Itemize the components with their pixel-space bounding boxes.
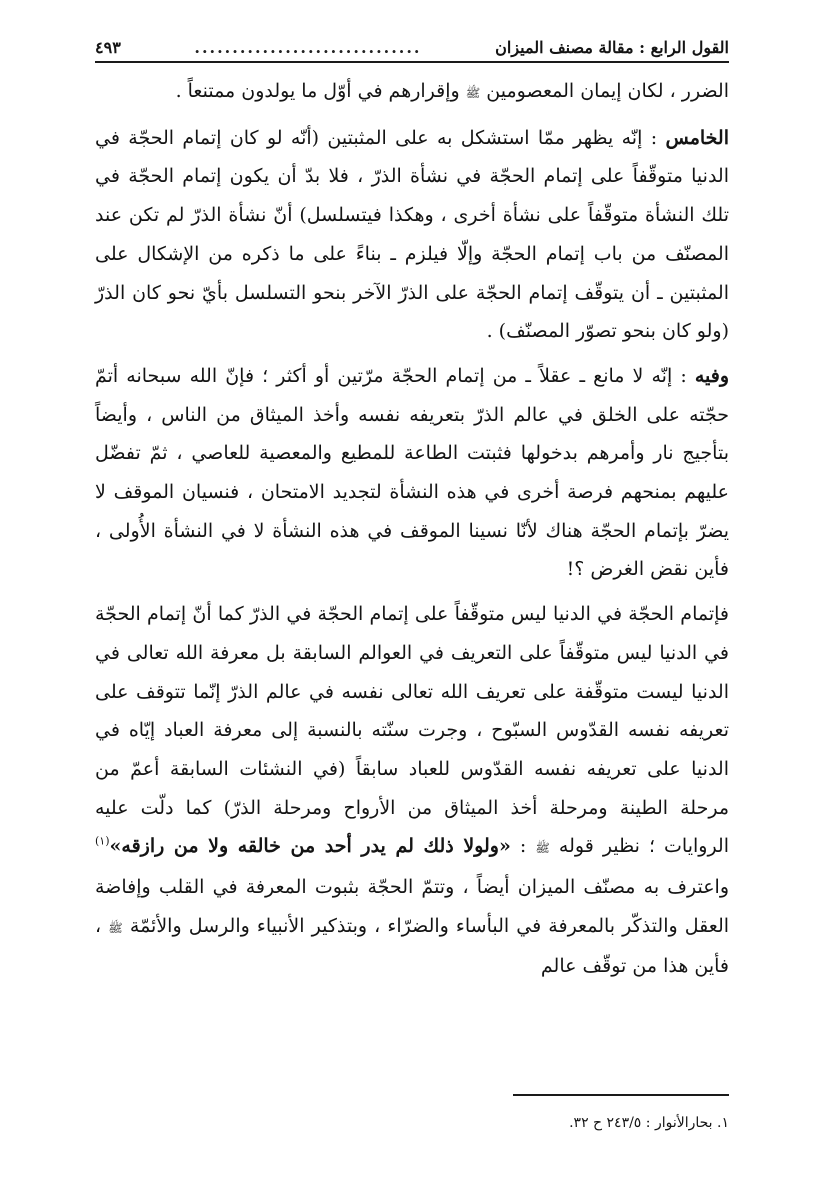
paragraph-3-lead: وفيه: [694, 364, 729, 387]
body-text: [95, 72, 729, 986]
paragraph-3: [95, 357, 729, 589]
honorific-symbol: ﷺ: [465, 86, 481, 100]
paragraph-3-text: : إنّه لا مانع ـ عقلاً ـ من إتمام الحجّة مرّتين أو أكثر ؛ فإنّ الله سبحانه أتمّ حجّته على الخلق في عالم الذرّ بتعريفه نفسه وأخذ الميثاق من الناس ، وأيضاً بتأجيج نار وأمرهم بدخولها فثبتت الطاعة للمطيع والمعصية للعاصي ، ثمّ تفضّل عليهم بمنحهم فرصة أخرى في هذه النشأة لتجديد الامتحان ، فنسيان الموقف لا يضرّ بإتمام الحجّة هناك لأنّا نسينا الموقف في هذه النشأة لا في النشأة الأُولى ، فأين نقض الغرض ؟!: [95, 364, 729, 581]
header-rule: [95, 61, 729, 63]
paragraph-1-rest: وإقرارهم في أوّل ما يولدون ممتنعاً .: [175, 80, 460, 102]
header-title: القول الرابع : مقالة مصنف الميزان: [495, 37, 729, 57]
running-header: [95, 34, 729, 60]
header-leader-dots: ..............................: [194, 37, 422, 57]
honorific-symbol: ﷺ: [108, 920, 123, 935]
honorific-symbol: ﷺ: [535, 841, 550, 856]
paragraph-4: [95, 595, 729, 986]
paragraph-1: [95, 72, 729, 113]
hadith-quote: «ولولا ذلك لم يدر أحد من خالقه ولا من رازقه»: [109, 835, 511, 858]
paragraph-4-text-b: واعترف به مصنّف الميزان أيضاً ، وتتمّ الحجّة بثبوت المعرفة في القلب وإفاضة العقل والتذكّر بالمعرفة في البأساء والضرّاء ، وبتذكير الأنبياء والرسل والأئمّة: [95, 876, 730, 937]
footnote: [95, 1113, 729, 1133]
paragraph-4-text-c: ، فأين هذا من توقّف عالم: [95, 914, 729, 978]
footnote-reference[interactable]: (١): [95, 835, 110, 849]
paragraph-1-text: الضرر ، لكان إيمان المعصومين: [486, 80, 729, 102]
paragraph-4-colon: :: [519, 835, 527, 858]
paragraph-4-text-a: فإتمام الحجّة في الدنيا ليس متوقّفاً على إتمام الحجّة في الذرّ كما أنّ إتمام الحجّة في الدنيا ليس متوقّفاً على التعريف في العوالم السابقة بل معرفة الله تعالى في الدنيا ليست متوقّفة على تعريف الله تعالى نفسه في عالم الذرّ إنّما تتوقف على تعريفه نفسه القدّوس السبّوح ، وجرت سنّته بالنسبة إلى معرفة العباد إيّاه في الدنيا على تعريفه نفسه القدّوس للعباد سابقاً (في النشئات السابقة أعمّ من مرحلة الطينة ومرحلة أخذ الميثاق من الأرواح ومرحلة الذرّ) كما دلّت عليه الروايات ؛ نظير قوله: [95, 603, 729, 858]
footnote-rule: [513, 1094, 729, 1096]
page-number: ٤٩٣: [95, 37, 121, 57]
paragraph-2-lead: الخامس: [665, 126, 729, 149]
paragraph-2-text: : إنّه يظهر ممّا استشكل به على المثبتين (أنّه لو كان إتمام الحجّة في الدنيا متوقّفاً على إتمام الحجّة في نشأة الذرّ ، فلا بدّ أن يكون إتمام الحجّة في تلك النشأة متوقّفاً على نشأة أخرى ، وهكذا فيتسلسل) أنّ نشأة الذرّ لم تكن عند المصنّف من باب إتمام الحجّة وإلّا فيلزم ـ بناءً على ما ذكره من الإشكال على المثبتين ـ أن يتوقّف إتمام الحجّة على الذرّ الآخر بنحو التسلسل بأيّ نحو كان الذرّ (ولو كان بنحو تصوّر المصنّف) .: [95, 126, 729, 343]
footnote-text: ١. بحارالأنوار : ٢٤٣/٥ ح ٣٢.: [569, 1115, 729, 1131]
paragraph-2: [95, 119, 729, 351]
